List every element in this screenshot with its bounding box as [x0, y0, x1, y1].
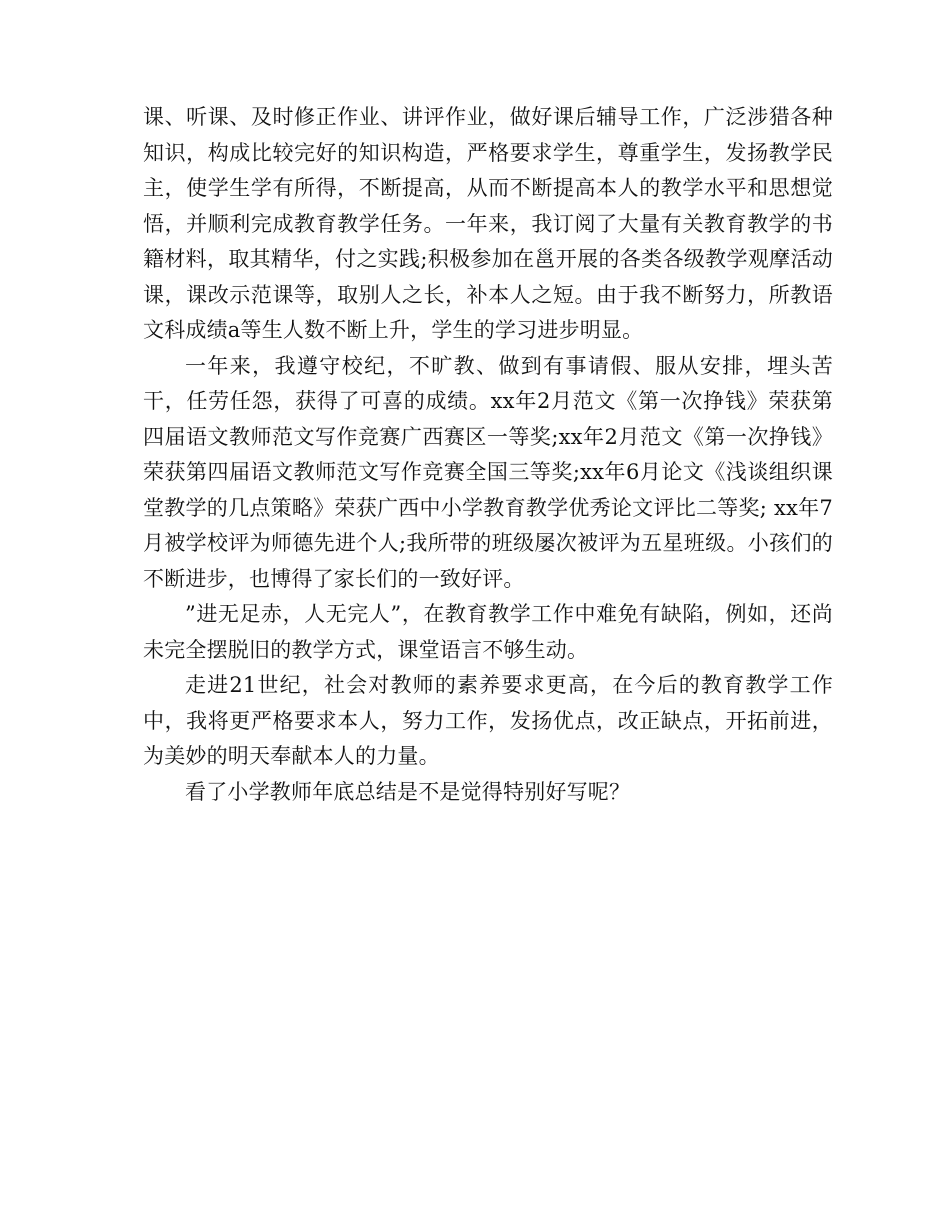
- paragraph-2: 一年来，我遵守校纪，不旷教、做到有事请假、服从安排，埋头苦干，任劳任怨，获得了可喜的成绩。xx年2月范文《第一次挣钱》荣获第四届语文教师范文写作竞赛广西赛区一等奖;xx年2月范文《第一次挣钱》荣获第四届语文教师范文写作竞赛全国三等奖;xx年6月论文《浅谈组织课堂教学的几点策略》荣获广西中小学教育教学优秀论文评比二等奖; xx年7月被学校评为师德先进个人;我所带的班级屡次被评为五星班级。小孩们的不断进步，也博得了家长们的一致好评。: [143, 353, 833, 591]
- paragraph-3: ”进无足赤，人无完人”，在教育教学工作中难免有缺陷，例如，还尚未完全摆脱旧的教学方式，课堂语言不够生动。: [143, 602, 833, 662]
- document-body: [143, 100, 833, 810]
- paragraph-5: 看了小学教师年底总结是不是觉得特别好写呢？: [185, 779, 631, 804]
- paragraph-1: 课、听课、及时修正作业、讲评作业，做好课后辅导工作，广泛涉猎各种知识，构成比较完好的知识构造，严格要求学生，尊重学生，发扬教学民主，使学生学有所得，不断提高，从而不断提高本人的教学水平和思想觉悟，并顺利完成教育教学任务。一年来，我订阅了大量有关教育教学的书籍材料，取其精华，付之实践;积极参加在邕开展的各类各级教学观摩活动课，课改示范课等，取别人之长，补本人之短。由于我不断努力，所教语文科成绩a等生人数不断上升，学生的学习进步明显。: [143, 105, 833, 342]
- paragraph-4: 走进21世纪，社会对教师的素养要求更高，在今后的教育教学工作中，我将更严格要求本人，努力工作，发扬优点，改正缺点，开拓前进，为美妙的明天奉献本人的力量。: [143, 673, 833, 768]
